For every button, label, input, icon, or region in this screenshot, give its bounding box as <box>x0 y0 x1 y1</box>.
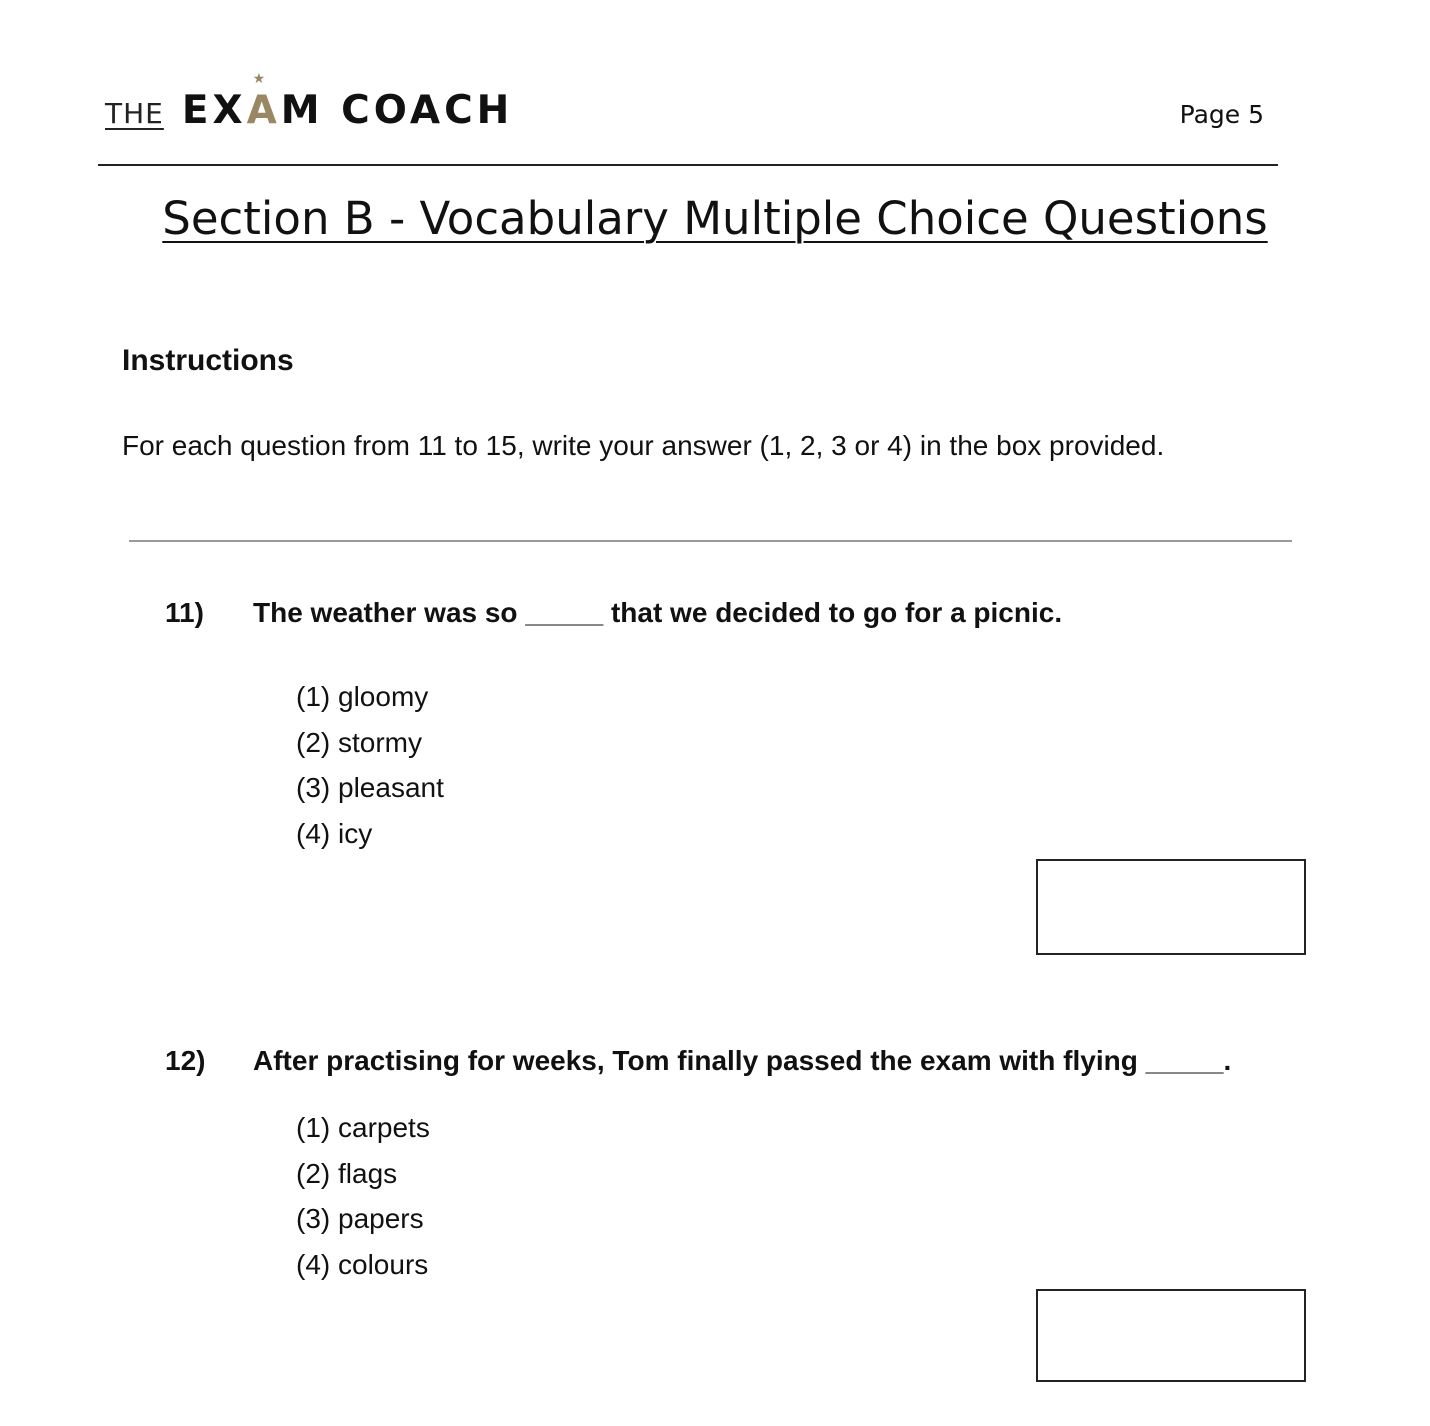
logo-part-1: EX <box>181 88 247 133</box>
logo-wordmark <box>181 71 514 133</box>
answer-box[interactable] <box>1036 1289 1306 1382</box>
option-4: (4) colours <box>296 1248 429 1280</box>
question-text: The weather was so _____ that we decided to go for a picnic. <box>253 597 1063 628</box>
page-header <box>98 71 1278 166</box>
option-2: (2) stormy <box>296 726 422 758</box>
option-list <box>296 1110 430 1292</box>
instructions-text: For each question from 11 to 15, write your answer (1, 2, 3 or 4) in the box provided. <box>122 430 1165 461</box>
option-3: (3) pleasant <box>296 772 444 803</box>
instructions-heading: Instructions <box>122 344 294 377</box>
question-text: After practising for weeks, Tom finally passed the exam with flying _____. <box>253 1045 1232 1076</box>
logo-part-2: M COACH <box>280 88 514 133</box>
option-3: (3) papers <box>296 1203 424 1234</box>
exam-coach-logo <box>105 71 514 133</box>
option-1: (1) gloomy <box>296 681 429 712</box>
star-icon: ★ <box>252 71 266 87</box>
section-title: Section B - Vocabulary Multiple Choice Questions <box>162 192 1268 245</box>
option-4: (4) icy <box>296 817 373 849</box>
answer-box[interactable] <box>1036 859 1306 955</box>
question-number: 12) <box>165 1045 206 1076</box>
option-2: (2) flags <box>296 1157 398 1189</box>
page-number: Page 5 <box>1179 100 1264 129</box>
logo-accent-letter: ★ A <box>246 71 281 133</box>
question-number: 11) <box>165 597 204 628</box>
option-list <box>296 679 444 861</box>
logo-prefix: THE <box>105 97 164 130</box>
section-divider <box>129 540 1292 542</box>
option-1: (1) carpets <box>296 1112 430 1143</box>
